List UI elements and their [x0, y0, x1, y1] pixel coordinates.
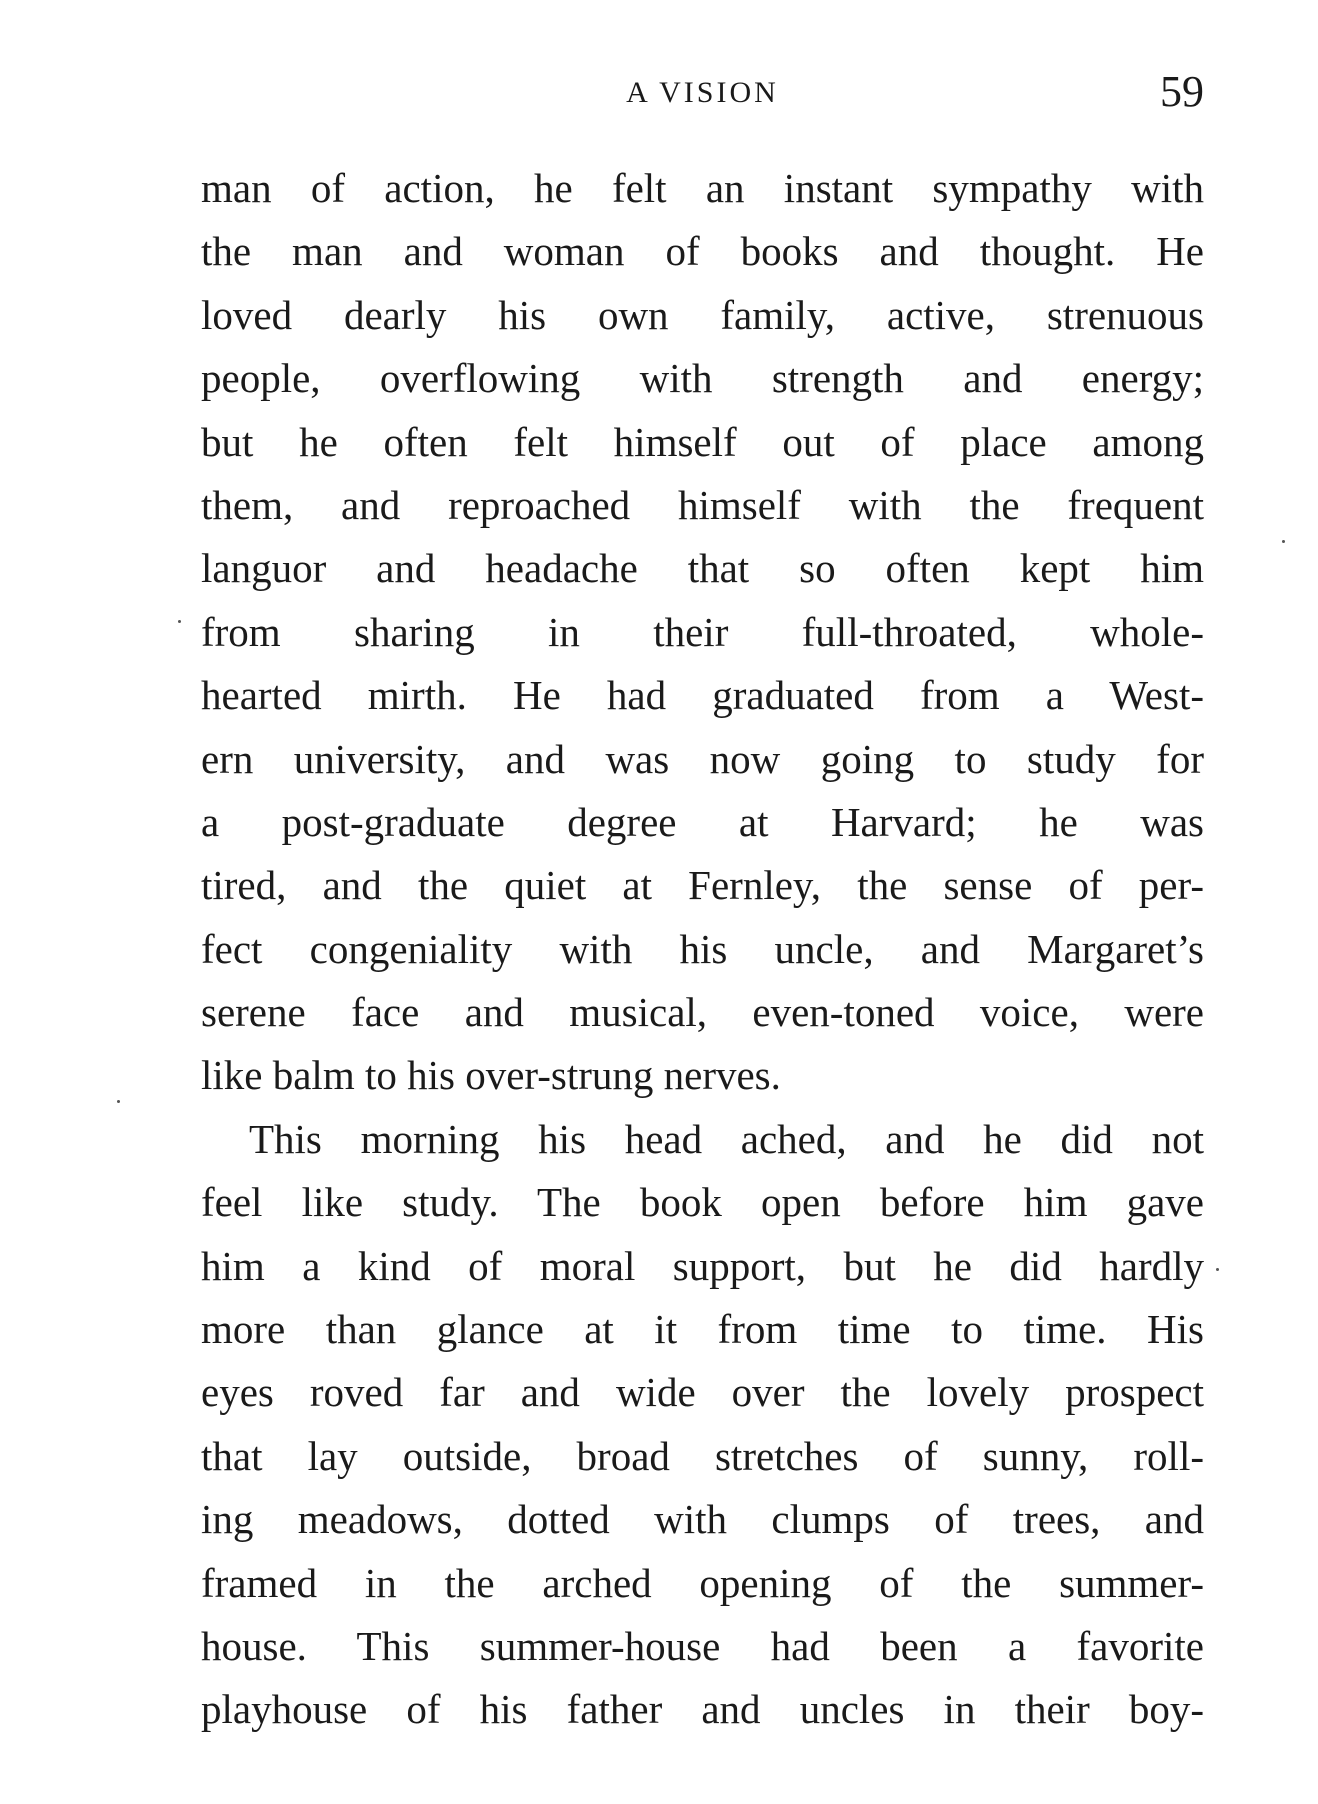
- text-line: from sharing in their full-throated, whole-: [201, 608, 1204, 655]
- text-line: framed in the arched opening of the summer-: [201, 1559, 1204, 1606]
- text-line: man of action, he felt an instant sympathy with: [201, 165, 1204, 211]
- scan-speck: [1216, 1268, 1219, 1271]
- text-line: them, and reproached himself with the frequent: [201, 481, 1204, 528]
- text-line: the man and woman of books and thought. He: [201, 228, 1204, 275]
- text-line: but he often felt himself out of place among: [201, 418, 1204, 465]
- scan-speck: [117, 1100, 120, 1103]
- scan-speck: [1282, 540, 1285, 543]
- text-line: loved dearly his own family, active, strenuous: [201, 291, 1204, 338]
- running-title: A VISION: [626, 76, 779, 109]
- running-header: [201, 67, 1204, 124]
- text-line: fect congeniality with his uncle, and Margaret’s: [201, 925, 1204, 972]
- text-line: eyes roved far and wide over the lovely prospect: [201, 1369, 1204, 1416]
- page-number: 59: [1160, 67, 1204, 116]
- paragraph-start-line: This morning his head ached, and he did not: [249, 1115, 1204, 1162]
- text-line: house. This summer-house had been a favorite: [201, 1622, 1204, 1669]
- text-line: feel like study. The book open before him gave: [201, 1179, 1204, 1226]
- text-line: ing meadows, dotted with clumps of trees, and: [201, 1496, 1204, 1543]
- text-line: serene face and musical, even-toned voice, were: [201, 989, 1204, 1036]
- text-line: playhouse of his father and uncles in their boy-: [201, 1686, 1204, 1733]
- text-line: tired, and the quiet at Fernley, the sense of per-: [201, 862, 1204, 909]
- scan-speck: [178, 620, 181, 623]
- text-line: languor and headache that so often kept him: [201, 545, 1204, 592]
- text-line: people, overflowing with strength and energy;: [201, 355, 1204, 402]
- body-text: [201, 157, 1204, 1742]
- text-line: ern university, and was now going to study for: [201, 735, 1204, 782]
- text-line: a post-graduate degree at Harvard; he was: [201, 798, 1204, 845]
- text-line: him a kind of moral support, but he did hardly: [201, 1242, 1204, 1289]
- paragraph-end-line: like balm to his over-strung nerves.: [201, 1052, 781, 1099]
- text-line: more than glance at it from time to time. His: [201, 1306, 1204, 1353]
- text-line: that lay outside, broad stretches of sunny, roll-: [201, 1432, 1204, 1479]
- text-line: hearted mirth. He had graduated from a West-: [201, 672, 1204, 719]
